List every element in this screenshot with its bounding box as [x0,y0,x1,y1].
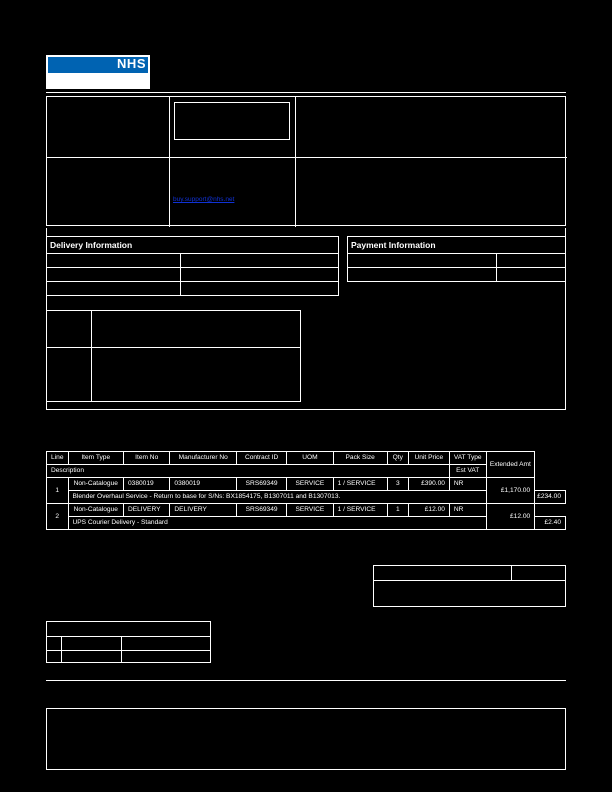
header-divider [46,92,566,93]
cell-extended-amt: £1,170.00 [486,478,535,504]
col-contract-id: Contract ID [237,452,287,465]
nhs-wordmark: NHS [117,56,146,71]
cell-item-type: Non-Catalogue [68,504,123,517]
table-divider [47,650,210,651]
table-divider [91,311,92,401]
order-header-table [46,96,566,226]
table-divider [121,636,122,662]
cell-unit-price: £390.00 [408,478,449,491]
cell-extended-amt: £12.00 [486,504,535,530]
col-line: Line [47,452,69,465]
table-divider [348,267,565,268]
cell-vat-type: NR [449,504,486,517]
table-divider [169,97,170,227]
cell-item-no: 0380019 [123,478,169,491]
table-divider [47,281,338,282]
table-divider [47,253,338,254]
cell-est-vat: £234.00 [535,491,566,504]
cell-qty: 1 [387,504,408,517]
table-divider [47,267,338,268]
cell-contract-id: SRS69349 [237,504,287,517]
delivery-information-table [46,236,339,296]
cell-uom: SERVICE [287,504,333,517]
col-qty: Qty [387,452,408,465]
col-description: Description [47,465,450,478]
table-divider [511,566,512,580]
col-est-vat: Est VAT [449,465,486,478]
cell-item-no: DELIVERY [123,504,169,517]
table-divider [348,253,565,254]
cell-uom: SERVICE [287,478,333,491]
nhs-logo [46,55,150,89]
cell-item-type: Non-Catalogue [68,478,123,491]
payment-information-table [347,236,566,282]
cell-est-vat: £2.40 [535,517,566,530]
table-divider [61,636,62,662]
notes-table [46,310,301,402]
line-items-table [46,451,566,530]
col-pack-size: Pack Size [333,452,387,465]
cell-pack-size: 1 / SERVICE [333,504,387,517]
support-email-link[interactable]: buy.support@nhs.net [173,196,235,203]
table-divider [496,253,497,281]
po-number-box [174,102,290,140]
cell-contract-id: SRS69349 [237,478,287,491]
table-row [47,478,566,491]
cell-qty: 3 [387,478,408,491]
col-vat-type: VAT Type [449,452,486,465]
cell-pack-size: 1 / SERVICE [333,478,387,491]
table-divider [295,97,296,227]
cell-vat-type: NR [449,478,486,491]
cell-description: UPS Courier Delivery - Standard [68,517,486,530]
col-extended-amt: Extended Amt [486,452,535,478]
cell-manufacturer-no: 0380019 [170,478,237,491]
cell-line: 2 [47,504,69,530]
totals-table [373,565,566,607]
col-uom: UOM [287,452,333,465]
col-item-type: Item Type [68,452,123,465]
table-divider [180,253,181,295]
table-divider [47,347,300,348]
cell-description: Blender Overhaul Service - Return to base for S/Ns: BX1854175, B1307011 and B1307013. [68,491,486,504]
col-manufacturer-no: Manufacturer No [170,452,237,465]
items-header-row [47,452,566,465]
summary-table [46,621,211,663]
table-divider [47,157,567,158]
table-divider [374,580,565,581]
col-item-no: Item No [123,452,169,465]
cell-unit-price: £12.00 [408,504,449,517]
footer-notes-box [46,708,566,770]
footer-divider [46,680,566,681]
payment-information-title: Payment Information [351,240,436,250]
cell-manufacturer-no: DELIVERY [170,504,237,517]
delivery-information-title: Delivery Information [50,240,133,250]
cell-line: 1 [47,478,69,504]
col-unit-price: Unit Price [408,452,449,465]
table-row [47,504,566,517]
table-divider [47,636,210,637]
